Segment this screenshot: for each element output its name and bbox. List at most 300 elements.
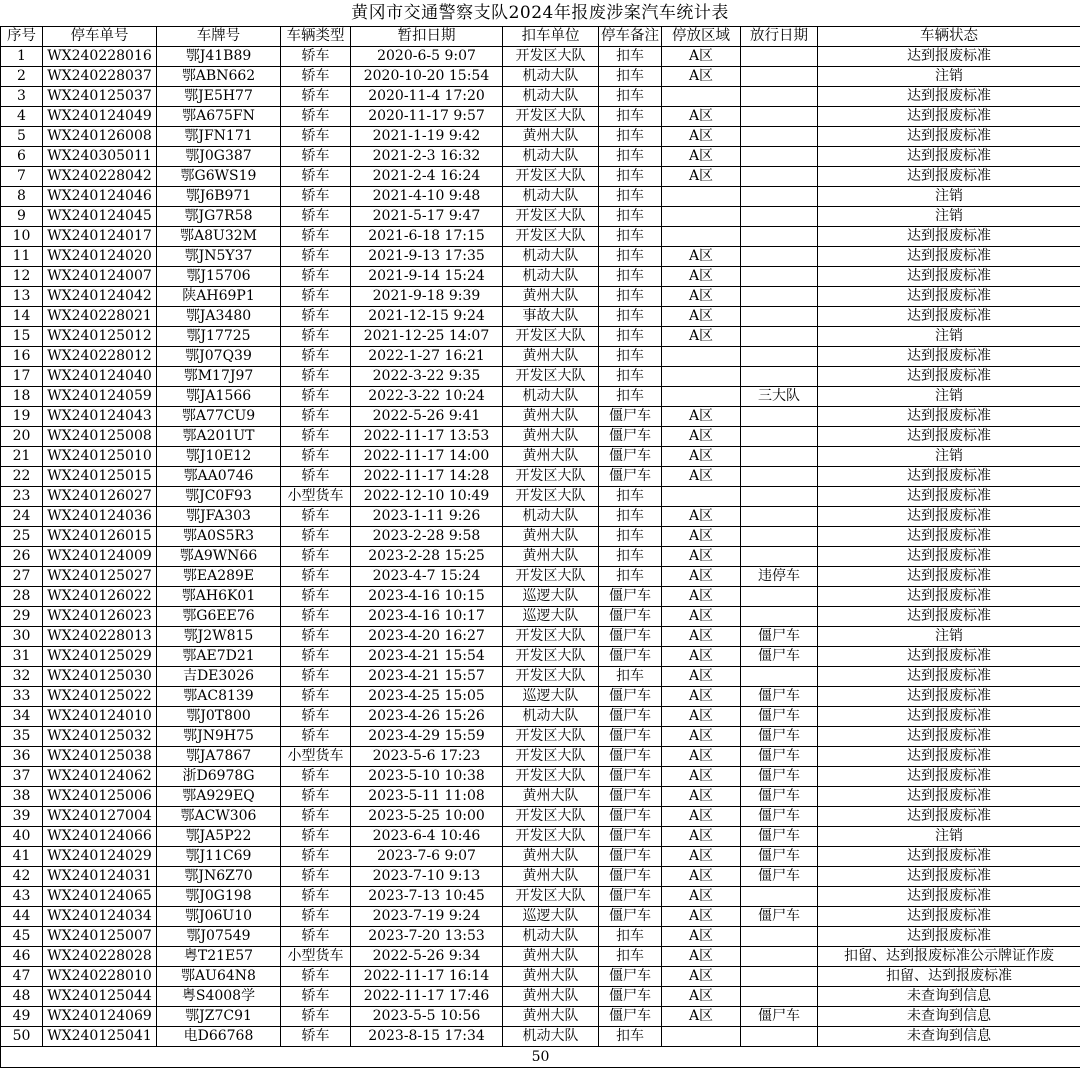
cell-seq: 13 (1, 287, 43, 307)
cell-detain-date: 2023-2-28 15:25 (351, 547, 503, 567)
cell-vehicle-type: 轿车 (281, 607, 351, 627)
cell-plate-no: 鄂J06U10 (157, 907, 281, 927)
cell-detain-unit: 黄州大队 (503, 947, 599, 967)
cell-detain-date: 2023-1-11 9:26 (351, 507, 503, 527)
cell-plate-no: 鄂J41B89 (157, 47, 281, 67)
cell-seq: 6 (1, 147, 43, 167)
cell-detain-unit: 开发区大队 (503, 747, 599, 767)
cell-plate-no: 浙D6978G (157, 767, 281, 787)
table-row (1, 907, 1080, 927)
cell-plate-no: 鄂J0G387 (157, 147, 281, 167)
cell-vehicle-type: 轿车 (281, 407, 351, 427)
cell-release-date (741, 47, 818, 67)
cell-plate-no: 鄂M17J97 (157, 367, 281, 387)
cell-release-date: 僵尸车 (741, 707, 818, 727)
cell-parking-area: A区 (662, 507, 741, 527)
cell-detain-date: 2021-5-17 9:47 (351, 207, 503, 227)
cell-ticket-no: WX240124066 (43, 827, 157, 847)
cell-seq: 4 (1, 107, 43, 127)
cell-parking-area: A区 (662, 767, 741, 787)
cell-vehicle-type: 轿车 (281, 107, 351, 127)
cell-parking-note: 扣车 (599, 127, 662, 147)
cell-parking-area: A区 (662, 687, 741, 707)
cell-parking-note: 僵尸车 (599, 647, 662, 667)
cell-parking-note: 僵尸车 (599, 867, 662, 887)
table-row (1, 447, 1080, 467)
cell-seq: 34 (1, 707, 43, 727)
cell-vehicle-status: 达到报废标准 (818, 787, 1080, 807)
cell-plate-no: 鄂JE5H77 (157, 87, 281, 107)
cell-release-date (741, 307, 818, 327)
cell-ticket-no: WX240125038 (43, 747, 157, 767)
cell-parking-note: 僵尸车 (599, 767, 662, 787)
cell-parking-note: 扣车 (599, 487, 662, 507)
table-row (1, 467, 1080, 487)
table-row (1, 747, 1080, 767)
cell-release-date: 僵尸车 (741, 747, 818, 767)
cell-plate-no: 鄂J17725 (157, 327, 281, 347)
table-row (1, 987, 1080, 1007)
cell-vehicle-type: 轿车 (281, 967, 351, 987)
table-row (1, 107, 1080, 127)
cell-release-date (741, 527, 818, 547)
cell-plate-no: 鄂J0G198 (157, 887, 281, 907)
table-row (1, 727, 1080, 747)
cell-vehicle-status: 达到报废标准 (818, 767, 1080, 787)
cell-release-date: 僵尸车 (741, 787, 818, 807)
cell-detain-unit: 开发区大队 (503, 107, 599, 127)
cell-plate-no: 鄂JA7867 (157, 747, 281, 767)
cell-vehicle-status: 达到报废标准 (818, 487, 1080, 507)
cell-release-date (741, 207, 818, 227)
cell-ticket-no: WX240125010 (43, 447, 157, 467)
cell-ticket-no: WX240124042 (43, 287, 157, 307)
cell-vehicle-type: 轿车 (281, 167, 351, 187)
cell-seq: 45 (1, 927, 43, 947)
cell-ticket-no: WX240125044 (43, 987, 157, 1007)
table-row (1, 47, 1080, 67)
cell-vehicle-status: 达到报废标准 (818, 527, 1080, 547)
cell-parking-note: 扣车 (599, 527, 662, 547)
cell-seq: 41 (1, 847, 43, 867)
cell-vehicle-type: 轿车 (281, 267, 351, 287)
cell-vehicle-type: 轿车 (281, 67, 351, 87)
column-header-release-date: 放行日期 (741, 27, 818, 47)
cell-release-date: 僵尸车 (741, 827, 818, 847)
cell-detain-date: 2022-12-10 10:49 (351, 487, 503, 507)
cell-detain-unit: 巡逻大队 (503, 587, 599, 607)
cell-parking-area: A区 (662, 247, 741, 267)
cell-vehicle-status: 达到报废标准 (818, 247, 1080, 267)
cell-vehicle-status: 达到报废标准 (818, 127, 1080, 147)
cell-ticket-no: WX240124069 (43, 1007, 157, 1027)
cell-vehicle-type: 轿车 (281, 187, 351, 207)
cell-vehicle-type: 轿车 (281, 47, 351, 67)
cell-vehicle-type: 轿车 (281, 827, 351, 847)
cell-detain-unit: 开发区大队 (503, 667, 599, 687)
cell-seq: 24 (1, 507, 43, 527)
cell-seq: 44 (1, 907, 43, 927)
cell-plate-no: 鄂A675FN (157, 107, 281, 127)
cell-seq: 48 (1, 987, 43, 1007)
cell-parking-note: 僵尸车 (599, 787, 662, 807)
cell-parking-note: 僵尸车 (599, 967, 662, 987)
cell-plate-no: 鄂AA0746 (157, 467, 281, 487)
cell-release-date: 僵尸车 (741, 847, 818, 867)
cell-seq: 2 (1, 67, 43, 87)
cell-parking-note: 僵尸车 (599, 827, 662, 847)
cell-vehicle-type: 轿车 (281, 767, 351, 787)
cell-parking-area: A区 (662, 607, 741, 627)
cell-seq: 36 (1, 747, 43, 767)
cell-detain-date: 2021-6-18 17:15 (351, 227, 503, 247)
cell-seq: 35 (1, 727, 43, 747)
cell-vehicle-status: 达到报废标准 (818, 927, 1080, 947)
column-header-parking-area: 停放区域 (662, 27, 741, 47)
cell-vehicle-status: 达到报废标准 (818, 267, 1080, 287)
cell-vehicle-status: 达到报废标准 (818, 147, 1080, 167)
cell-detain-unit: 黄州大队 (503, 407, 599, 427)
cell-vehicle-type: 轿车 (281, 547, 351, 567)
table-row (1, 847, 1080, 867)
cell-detain-date: 2023-4-16 10:17 (351, 607, 503, 627)
cell-ticket-no: WX240124036 (43, 507, 157, 527)
cell-detain-unit: 机动大队 (503, 147, 599, 167)
cell-ticket-no: WX240125006 (43, 787, 157, 807)
cell-vehicle-status: 达到报废标准 (818, 887, 1080, 907)
cell-release-date (741, 407, 818, 427)
cell-vehicle-status: 达到报废标准 (818, 567, 1080, 587)
cell-detain-date: 2021-2-3 16:32 (351, 147, 503, 167)
cell-parking-area: A区 (662, 987, 741, 1007)
cell-plate-no: 鄂J10E12 (157, 447, 281, 467)
cell-parking-area: A区 (662, 47, 741, 67)
cell-release-date (741, 127, 818, 147)
cell-parking-note: 扣车 (599, 347, 662, 367)
vehicle-table (0, 26, 1080, 1068)
cell-seq: 9 (1, 207, 43, 227)
cell-ticket-no: WX240124031 (43, 867, 157, 887)
cell-detain-date: 2023-4-21 15:54 (351, 647, 503, 667)
table-row (1, 767, 1080, 787)
cell-vehicle-type: 轿车 (281, 707, 351, 727)
cell-parking-area: A区 (662, 127, 741, 147)
table-body (1, 47, 1080, 1047)
cell-vehicle-type: 轿车 (281, 527, 351, 547)
cell-ticket-no: WX240125008 (43, 427, 157, 447)
cell-ticket-no: WX240124020 (43, 247, 157, 267)
cell-seq: 16 (1, 347, 43, 367)
cell-vehicle-status: 达到报废标准 (818, 287, 1080, 307)
cell-plate-no: 鄂JG7R58 (157, 207, 281, 227)
cell-parking-note: 僵尸车 (599, 1007, 662, 1027)
table-row (1, 367, 1080, 387)
cell-vehicle-status: 达到报废标准 (818, 747, 1080, 767)
cell-detain-unit: 巡逻大队 (503, 607, 599, 627)
cell-release-date: 僵尸车 (741, 647, 818, 667)
table-row (1, 867, 1080, 887)
cell-ticket-no: WX240124062 (43, 767, 157, 787)
cell-parking-note: 扣车 (599, 367, 662, 387)
cell-release-date (741, 927, 818, 947)
cell-detain-unit: 黄州大队 (503, 987, 599, 1007)
cell-ticket-no: WX240126022 (43, 587, 157, 607)
cell-release-date (741, 487, 818, 507)
cell-detain-date: 2023-8-15 17:34 (351, 1027, 503, 1047)
cell-plate-no: 鄂JN5Y37 (157, 247, 281, 267)
cell-release-date (741, 147, 818, 167)
cell-vehicle-type: 小型货车 (281, 947, 351, 967)
cell-parking-area: A区 (662, 167, 741, 187)
table-row (1, 927, 1080, 947)
cell-parking-note: 僵尸车 (599, 707, 662, 727)
cell-release-date (741, 227, 818, 247)
cell-vehicle-type: 轿车 (281, 307, 351, 327)
cell-detain-unit: 开发区大队 (503, 627, 599, 647)
cell-vehicle-status: 达到报废标准 (818, 647, 1080, 667)
cell-vehicle-status: 扣留、达到报废标准 (818, 967, 1080, 987)
cell-vehicle-type: 轿车 (281, 287, 351, 307)
cell-parking-note: 僵尸车 (599, 407, 662, 427)
cell-ticket-no: WX240126023 (43, 607, 157, 627)
cell-ticket-no: WX240126027 (43, 487, 157, 507)
cell-seq: 28 (1, 587, 43, 607)
cell-detain-date: 2022-5-26 9:41 (351, 407, 503, 427)
cell-release-date (741, 187, 818, 207)
cell-vehicle-status: 注销 (818, 327, 1080, 347)
cell-seq: 21 (1, 447, 43, 467)
cell-seq: 18 (1, 387, 43, 407)
cell-vehicle-type: 轿车 (281, 807, 351, 827)
table-header-row (1, 27, 1080, 47)
cell-release-date (741, 267, 818, 287)
cell-release-date (741, 107, 818, 127)
cell-detain-unit: 黄州大队 (503, 1007, 599, 1027)
cell-vehicle-status: 达到报废标准 (818, 227, 1080, 247)
cell-detain-unit: 开发区大队 (503, 227, 599, 247)
cell-detain-unit: 巡逻大队 (503, 907, 599, 927)
cell-ticket-no: WX240127004 (43, 807, 157, 827)
cell-vehicle-status: 达到报废标准 (818, 907, 1080, 927)
cell-parking-note: 僵尸车 (599, 447, 662, 467)
cell-plate-no: 鄂JA1566 (157, 387, 281, 407)
table-row (1, 547, 1080, 567)
cell-parking-area: A区 (662, 707, 741, 727)
cell-parking-area: A区 (662, 727, 741, 747)
cell-parking-note: 扣车 (599, 67, 662, 87)
cell-parking-note: 僵尸车 (599, 687, 662, 707)
cell-parking-area: A区 (662, 947, 741, 967)
cell-plate-no: 鄂ACW306 (157, 807, 281, 827)
cell-vehicle-type: 轿车 (281, 567, 351, 587)
cell-parking-note: 僵尸车 (599, 887, 662, 907)
table-row (1, 147, 1080, 167)
cell-seq: 43 (1, 887, 43, 907)
cell-parking-area (662, 1027, 741, 1047)
cell-vehicle-status: 达到报废标准 (818, 707, 1080, 727)
cell-vehicle-type: 轿车 (281, 667, 351, 687)
cell-vehicle-type: 轿车 (281, 727, 351, 747)
cell-vehicle-type: 轿车 (281, 587, 351, 607)
cell-parking-note: 扣车 (599, 207, 662, 227)
cell-detain-unit: 开发区大队 (503, 827, 599, 847)
cell-release-date: 僵尸车 (741, 627, 818, 647)
cell-vehicle-status: 达到报废标准 (818, 167, 1080, 187)
cell-ticket-no: WX240126008 (43, 127, 157, 147)
cell-ticket-no: WX240126015 (43, 527, 157, 547)
cell-plate-no: 鄂ABN662 (157, 67, 281, 87)
cell-vehicle-type: 轿车 (281, 247, 351, 267)
cell-parking-note: 扣车 (599, 287, 662, 307)
cell-vehicle-type: 轿车 (281, 987, 351, 1007)
cell-release-date: 僵尸车 (741, 907, 818, 927)
cell-vehicle-type: 轿车 (281, 447, 351, 467)
cell-vehicle-status: 注销 (818, 827, 1080, 847)
cell-detain-unit: 机动大队 (503, 187, 599, 207)
cell-release-date (741, 547, 818, 567)
cell-seq: 27 (1, 567, 43, 587)
cell-vehicle-status: 达到报废标准 (818, 807, 1080, 827)
cell-parking-area (662, 487, 741, 507)
cell-parking-note: 僵尸车 (599, 847, 662, 867)
cell-release-date (741, 987, 818, 1007)
cell-seq: 19 (1, 407, 43, 427)
cell-parking-note: 扣车 (599, 567, 662, 587)
cell-plate-no: 鄂G6WS19 (157, 167, 281, 187)
cell-seq: 50 (1, 1027, 43, 1047)
cell-plate-no: 鄂A77CU9 (157, 407, 281, 427)
table-row (1, 707, 1080, 727)
cell-plate-no: 鄂JFN171 (157, 127, 281, 147)
cell-detain-date: 2023-4-29 15:59 (351, 727, 503, 747)
cell-release-date: 僵尸车 (741, 1007, 818, 1027)
column-header-vehicle-status: 车辆状态 (818, 27, 1080, 47)
cell-seq: 14 (1, 307, 43, 327)
cell-detain-date: 2021-12-25 14:07 (351, 327, 503, 347)
cell-parking-note: 扣车 (599, 927, 662, 947)
cell-detain-date: 2022-3-22 10:24 (351, 387, 503, 407)
cell-vehicle-type: 轿车 (281, 367, 351, 387)
cell-ticket-no: WX240125029 (43, 647, 157, 667)
cell-release-date (741, 967, 818, 987)
cell-vehicle-type: 轿车 (281, 507, 351, 527)
cell-parking-note: 扣车 (599, 267, 662, 287)
cell-vehicle-status: 注销 (818, 207, 1080, 227)
cell-ticket-no: WX240124040 (43, 367, 157, 387)
cell-vehicle-type: 小型货车 (281, 747, 351, 767)
cell-seq: 46 (1, 947, 43, 967)
cell-plate-no: 鄂AH6K01 (157, 587, 281, 607)
cell-release-date (741, 347, 818, 367)
table-row (1, 1007, 1080, 1027)
cell-detain-unit: 机动大队 (503, 67, 599, 87)
cell-seq: 11 (1, 247, 43, 267)
cell-release-date (741, 287, 818, 307)
table-row (1, 287, 1080, 307)
table-row (1, 87, 1080, 107)
cell-seq: 42 (1, 867, 43, 887)
cell-detain-date: 2022-11-17 16:14 (351, 967, 503, 987)
cell-vehicle-status: 达到报废标准 (818, 47, 1080, 67)
cell-vehicle-status: 达到报废标准 (818, 87, 1080, 107)
cell-parking-note: 僵尸车 (599, 727, 662, 747)
table-row (1, 227, 1080, 247)
cell-seq: 17 (1, 367, 43, 387)
cell-ticket-no: WX240124065 (43, 887, 157, 907)
cell-detain-unit: 开发区大队 (503, 207, 599, 227)
cell-parking-area: A区 (662, 67, 741, 87)
cell-parking-area: A区 (662, 107, 741, 127)
cell-seq: 1 (1, 47, 43, 67)
cell-ticket-no: WX240228010 (43, 967, 157, 987)
cell-parking-note: 僵尸车 (599, 907, 662, 927)
cell-detain-unit: 黄州大队 (503, 447, 599, 467)
cell-parking-note: 扣车 (599, 107, 662, 127)
cell-detain-date: 2021-1-19 9:42 (351, 127, 503, 147)
table-row (1, 267, 1080, 287)
cell-detain-date: 2023-4-7 15:24 (351, 567, 503, 587)
cell-parking-note: 僵尸车 (599, 607, 662, 627)
cell-vehicle-type: 轿车 (281, 647, 351, 667)
cell-release-date (741, 467, 818, 487)
cell-ticket-no: WX240228037 (43, 67, 157, 87)
cell-ticket-no: WX240125007 (43, 927, 157, 947)
cell-vehicle-type: 轿车 (281, 847, 351, 867)
cell-vehicle-status: 达到报废标准 (818, 667, 1080, 687)
cell-parking-note: 僵尸车 (599, 747, 662, 767)
cell-parking-area (662, 347, 741, 367)
cell-vehicle-status: 未查询到信息 (818, 987, 1080, 1007)
cell-detain-date: 2021-2-4 16:24 (351, 167, 503, 187)
cell-detain-date: 2023-4-16 10:15 (351, 587, 503, 607)
cell-detain-date: 2021-4-10 9:48 (351, 187, 503, 207)
cell-detain-date: 2023-5-5 10:56 (351, 1007, 503, 1027)
cell-vehicle-status: 未查询到信息 (818, 1027, 1080, 1047)
cell-ticket-no: WX240125022 (43, 687, 157, 707)
cell-parking-area: A区 (662, 627, 741, 647)
cell-detain-date: 2023-7-13 10:45 (351, 887, 503, 907)
cell-ticket-no: WX240124045 (43, 207, 157, 227)
cell-vehicle-status: 扣留、达到报废标准公示牌证作废 (818, 947, 1080, 967)
cell-ticket-no: WX240228013 (43, 627, 157, 647)
cell-vehicle-status: 达到报废标准 (818, 507, 1080, 527)
cell-vehicle-status: 达到报废标准 (818, 727, 1080, 747)
cell-seq: 30 (1, 627, 43, 647)
cell-detain-unit: 开发区大队 (503, 487, 599, 507)
cell-parking-note: 僵尸车 (599, 987, 662, 1007)
cell-parking-area: A区 (662, 807, 741, 827)
cell-ticket-no: WX240124017 (43, 227, 157, 247)
cell-detain-unit: 机动大队 (503, 1027, 599, 1047)
cell-parking-area: A区 (662, 667, 741, 687)
cell-seq: 49 (1, 1007, 43, 1027)
cell-parking-area: A区 (662, 447, 741, 467)
cell-parking-area: A区 (662, 907, 741, 927)
table-row (1, 187, 1080, 207)
cell-release-date: 僵尸车 (741, 867, 818, 887)
table-row (1, 507, 1080, 527)
cell-detain-date: 2023-6-4 10:46 (351, 827, 503, 847)
cell-seq: 15 (1, 327, 43, 347)
cell-detain-unit: 机动大队 (503, 87, 599, 107)
cell-detain-date: 2020-11-4 17:20 (351, 87, 503, 107)
cell-ticket-no: WX240124043 (43, 407, 157, 427)
cell-vehicle-status: 达到报废标准 (818, 367, 1080, 387)
cell-seq: 20 (1, 427, 43, 447)
cell-plate-no: 鄂J2W815 (157, 627, 281, 647)
cell-vehicle-type: 轿车 (281, 887, 351, 907)
cell-plate-no: 鄂JN9H75 (157, 727, 281, 747)
